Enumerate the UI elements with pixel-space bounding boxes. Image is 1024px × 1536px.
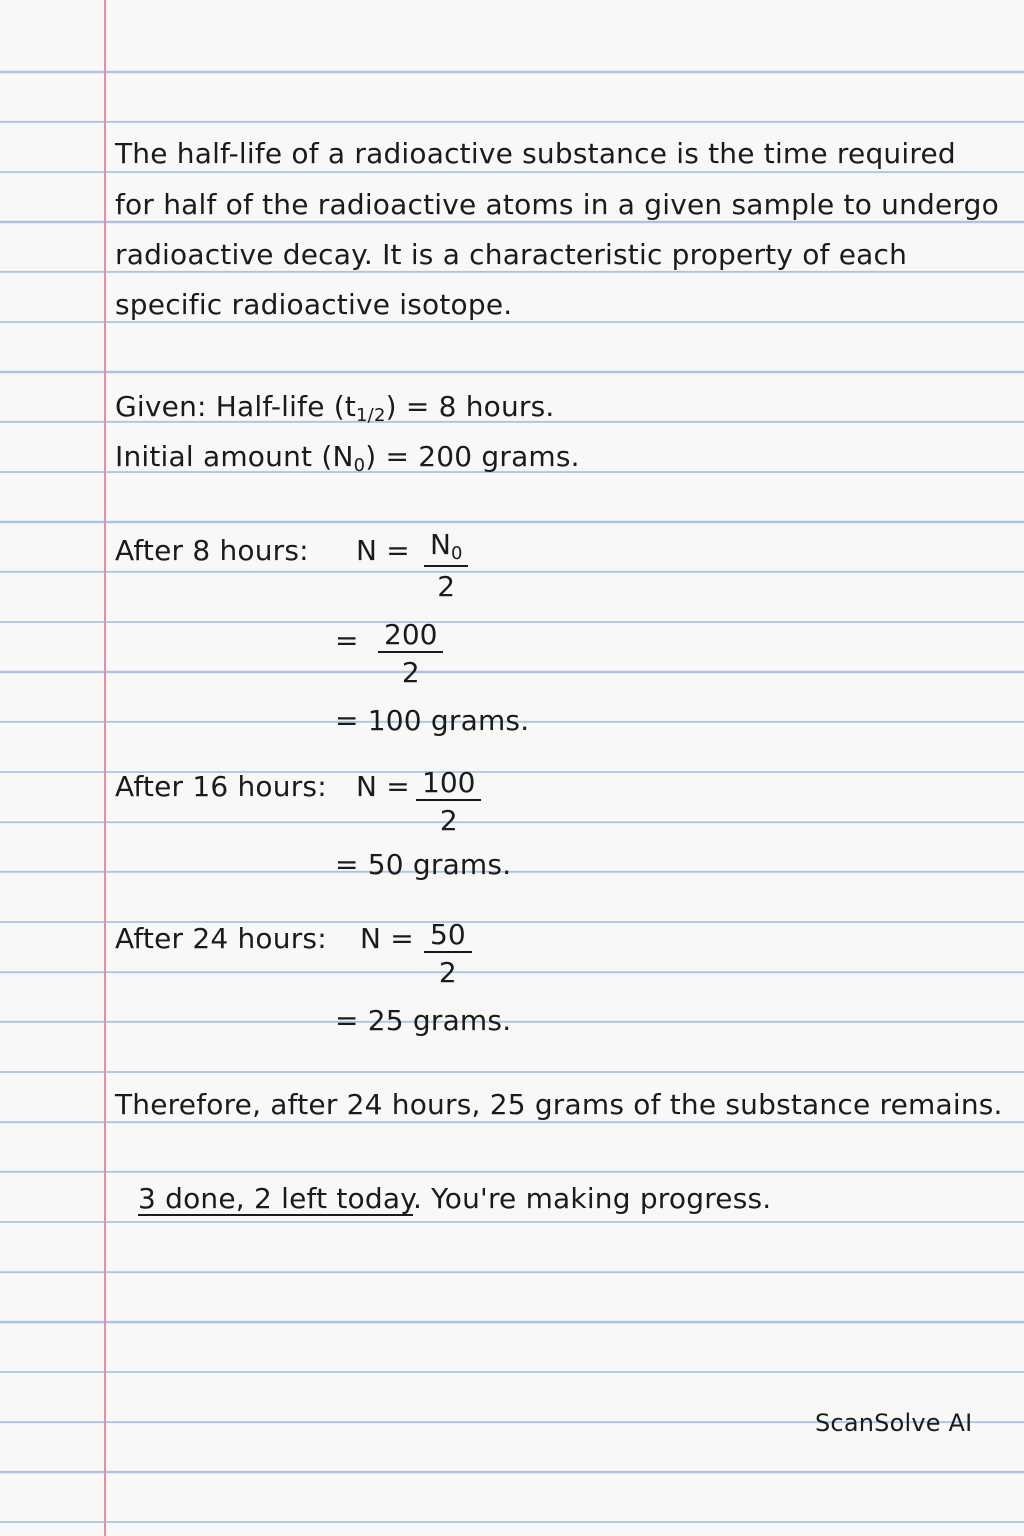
given-half-life: Given: Half-life $(t_{1/2}) = 8$ hours. [115,390,555,426]
step3-equals: N = [360,922,414,955]
step2-equals: N = [356,770,410,803]
step1-result: = 100 grams. [335,704,530,737]
margin-line [104,0,106,1536]
intro-line-2: for half of the radioactive atoms in a given sample to undergo [115,188,999,221]
step3-result: = 25 grams. [335,1004,512,1037]
step1-fraction-2: $\frac{200}{2}$ [378,621,443,687]
intro-line-4: specific radioactive isotope. [115,288,513,321]
intro-line-3: radioactive decay. It is a characteristic property of each [115,238,908,271]
step2-result: = 50 grams. [335,848,512,881]
conclusion-text: Therefore, after 24 hours, 25 grams of the substance remains. [115,1088,1003,1121]
step3-fraction: $\frac{50}{2}$ [424,921,472,987]
step2-label: After 16 hours: [115,770,327,803]
step2-fraction: $\frac{100}{2}$ [416,769,481,835]
step1-equals-2: = [335,624,359,657]
step1-label: After 8 hours: [115,534,309,567]
step1-equals: N = [356,534,410,567]
step1-fraction-1: $\frac{N_0}{2}$ [424,531,468,601]
progress-count: 3 done, 2 left today [138,1182,413,1215]
given-initial-amount: Initial amount $(N_0) = 200$ grams. [115,440,580,476]
step3-label: After 24 hours: [115,922,327,955]
brand-label: ScanSolve AI [815,1409,973,1437]
intro-line-1: The half-life of a radioactive substance is the time required [115,137,956,170]
progress-note: 3 done, 2 left today. You're making progress. [138,1182,772,1215]
